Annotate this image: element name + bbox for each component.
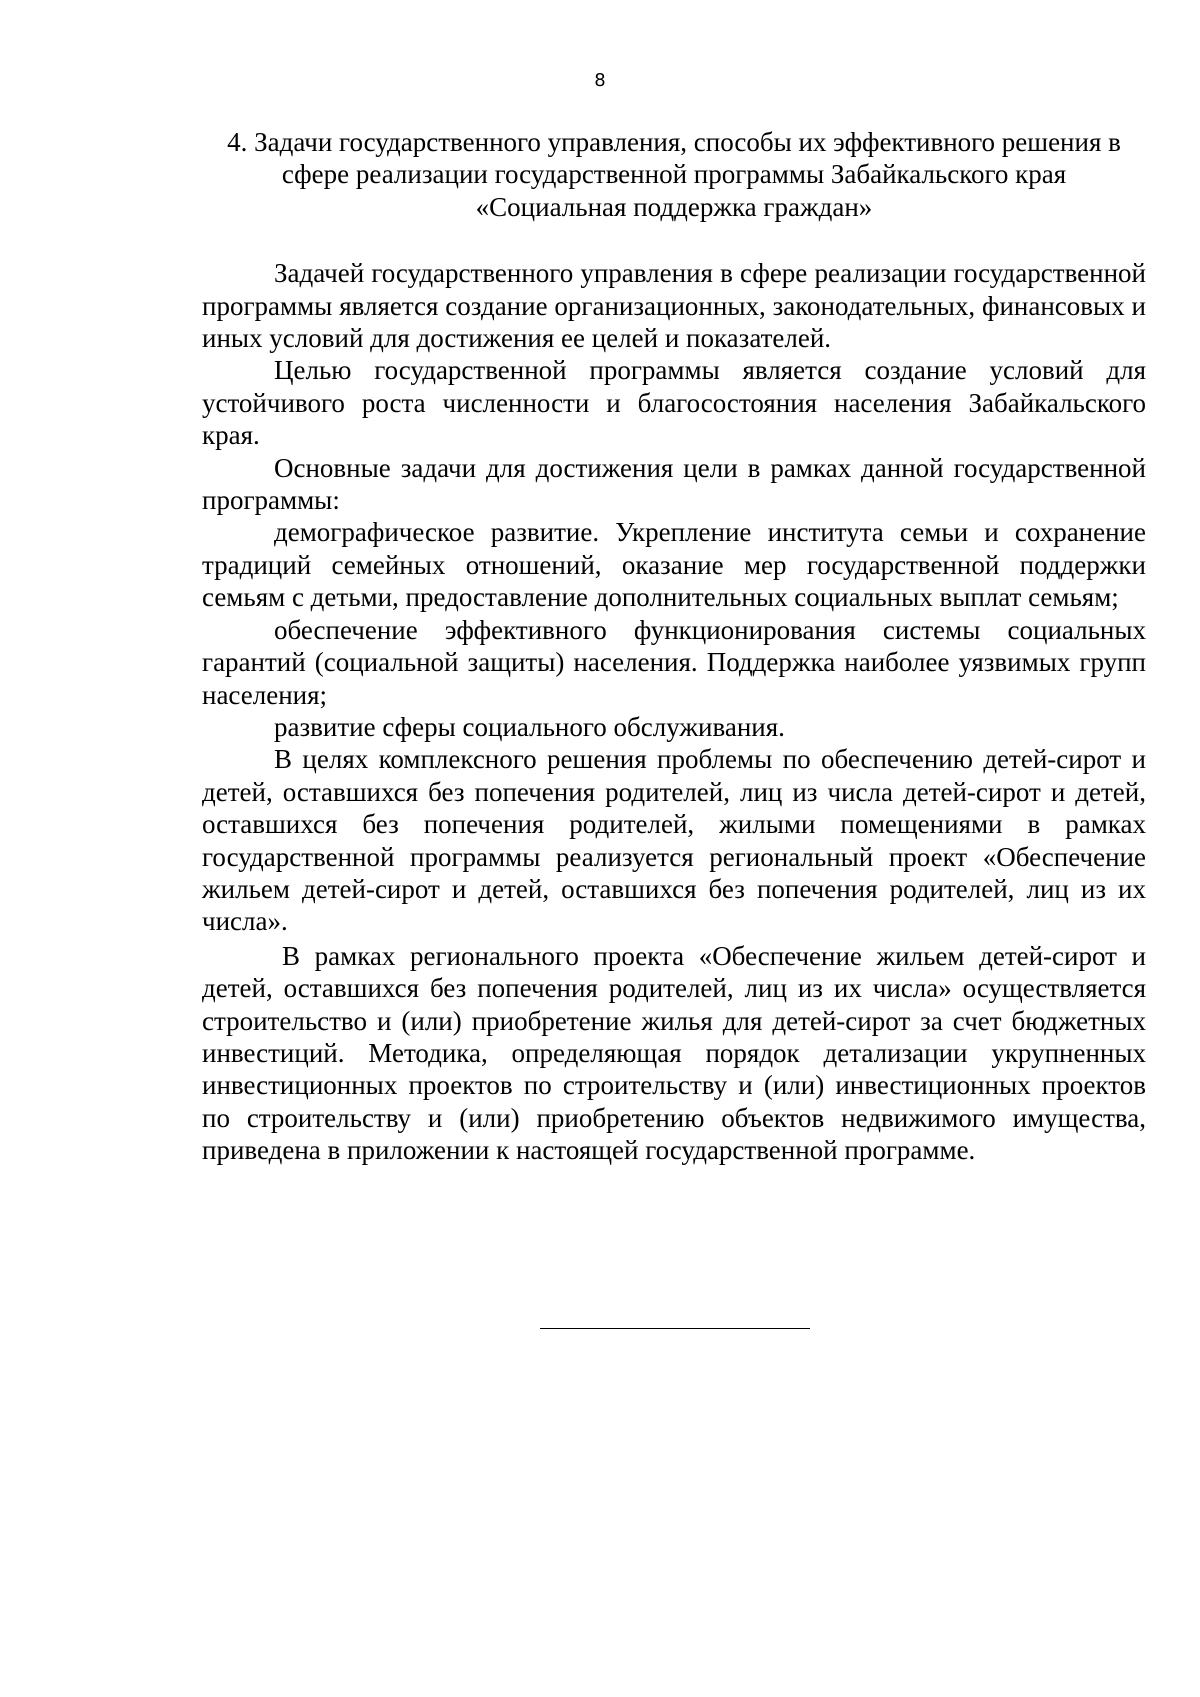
document-body: [202, 126, 1146, 1167]
section-heading-line-2: сфере реализации государственной программы Забайкальского края: [281, 159, 1067, 190]
paragraph-main-tasks-intro: Основные задачи для достижения цели в рамках данной государственной программы:: [202, 452, 1146, 516]
list-item-demographic-development: демографическое развитие. Укрепление института семьи и сохранение традиций семейных отношений, оказание мер государственной поддержки семьям с детьми, предоставление дополнительных социальных выплат семьям;: [202, 517, 1146, 613]
paragraph-governance-task: Задачей государственного управления в сфере реализации государственной программы является создание организационных, законодательных, финансовых и иных условий для достижения ее целей и показателей.: [202, 258, 1146, 354]
paragraph-orphans-housing: В целях комплексного решения проблемы по обеспечению детей-сирот и детей, оставшихся без попечения родителей, лиц из числа детей-сирот и детей, оставшихся без попечения родителей, жилыми помещениями в рамках государственной программы реализуется региональный проект «Обеспечение жильем детей-сирот и детей, оставшихся без попечения родителей, лиц из их числа».: [202, 744, 1146, 937]
end-of-section-divider: [540, 1328, 810, 1329]
section-heading-line-1: 4. Задачи государственного управления, способы их эффективного решения в: [227, 127, 1121, 157]
paragraph-regional-project: В рамках регионального проекта «Обеспечение жильем детей-сирот и детей, оставшихся без попечения родителей, лиц из их числа» осуществляется строительство и (или) приобретение жилья для детей-сирот за счет бюджетных инвестиций. Методика, определяющая порядок детализации укрупненных инвестиционных проектов по строительству и (или) инвестиционных проектов по строительству и (или) приобретению объектов недвижимого имущества, приведена в приложении к настоящей государственной программе.: [202, 940, 1146, 1166]
paragraph-program-goal: Целью государственной программы является создание условий для устойчивого роста численности и благосостояния населения Забайкальского края.: [202, 355, 1146, 451]
section-heading: [202, 126, 1146, 223]
page-number: 8: [594, 70, 606, 91]
list-item-social-guarantees: обеспечение эффективного функционирования системы социальных гарантий (социальной защиты) населения. Поддержка наиболее уязвимых групп населения;: [202, 614, 1146, 710]
section-heading-line-3: «Социальная поддержка граждан»: [475, 191, 873, 222]
list-item-social-services: развитие сферы социального обслуживания.: [274, 711, 785, 742]
